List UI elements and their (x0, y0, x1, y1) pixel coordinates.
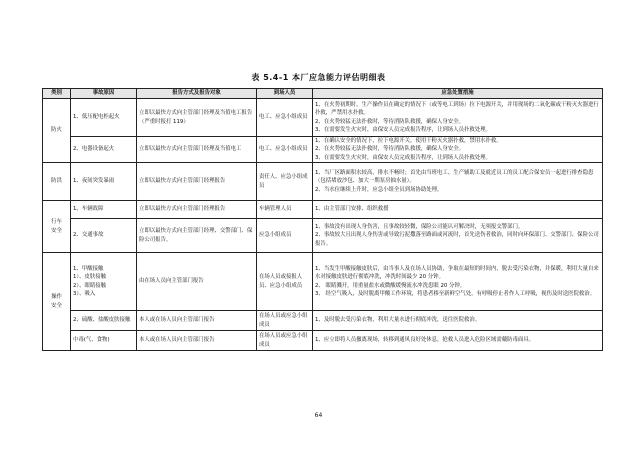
table-row (43, 137, 603, 163)
cause-cell: 1、车辆故障 (71, 201, 137, 219)
people-cell: 应急小组成员 (257, 219, 313, 253)
people-cell: 电工、应急小组成员 (257, 137, 313, 163)
report-cell: 本人或在场人员向主管部门报告 (137, 331, 257, 351)
measures-cell: 1、当发生甲酸接触皮肤后，由当事人及在场人员协助，争取在最短的时间内，脱去受污染衣物，并保暖，利用大量自来水对接触皮肤进行彻底冲洗，冲洗时间最少 20 分钟。 2、 眼睛溅开，用重量盐水或微酸缓慢流水冲洗患眼 20 分钟。 3、 经空气吸入，及时脱离甲酸工作环境，将患者移至新鲜空气处，有呼吸停止者作人工呼吸，视伤及时送医院救治。 (313, 253, 603, 311)
people-cell: 在场人员或应急小组成员 (257, 311, 313, 331)
people-cell: 责任人、应急小组成员 (257, 163, 313, 201)
report-cell: 立即以最快方式向主管部门经理及当值电工 (137, 137, 257, 163)
report-cell: 立即以最快方式向主管部门经理报告 (137, 163, 257, 201)
header-cause: 事故原因 (71, 89, 137, 99)
cause-cell: 1、甲酸接触 1）、皮肤接触 2）、眼睛接触 3）、吸入 (71, 253, 137, 311)
report-cell: 立即以最快方式向主管部门经理、交警部门、保险公司报告。 (137, 219, 257, 253)
measures-cell: 1、在火势初期时，生产操作员在确定的情况下（或等电工到场）拉下电源开关，并用现场的二氧化碳或干粉灭火器进行扑救，严禁用水扑救。 2、在火势较猛无法扑救时，等待消防队救援，确保人身安全。 3、在需要发生火灾时，由保安人员完成报告程序，让到场人员扑救处理。 (313, 99, 603, 137)
cause-cell: 1、夜间突发暴雨 (71, 163, 137, 201)
report-cell: 立即以最快方式向主管部门经理报告 (137, 201, 257, 219)
table-row (43, 99, 603, 137)
header-report: 报告方式及报告对象 (137, 89, 257, 99)
table-row (43, 163, 603, 201)
table-row (43, 219, 603, 253)
measures-cell: 1、应立即将人员撤离现场，转移到通风良好处休息，抢救人员进入危险区域需戴防毒面具。 (313, 331, 603, 351)
people-cell: 在场人员或接报人员、应急小组成员 (257, 253, 313, 311)
cause-cell: 2、交通事故 (71, 219, 137, 253)
measures-cell: 1、当厂区路面积水较高，排水不畅时；首先由当班电工、生产辅助工及就近员工的员工配合保安员一起进行排查隐患（包括堵放沙包、加大一期泵房抽水量）。 2、当水位继续上升时，应急小组全员到场协助处理。 (313, 163, 603, 201)
table-row (43, 253, 603, 311)
people-cell: 电工、应急小组成员 (257, 99, 313, 137)
category-flood: 防洪 (43, 163, 71, 201)
header-measures: 应急处置措施 (313, 89, 603, 99)
cause-cell: 中毒(气、食物) (71, 331, 137, 351)
people-cell: 在场人员或应急小组成员 (257, 331, 313, 351)
header-category: 类别 (43, 89, 71, 99)
page-number: 64 (314, 412, 323, 419)
measures-cell: 1、在确认安全的情况下，拉下电源开关，使用干粉灭火器扑救，禁用水扑救。 2、在火势较猛无法扑救时，等待消防队救援，确保人身安全。 3、在需要发生火灾时，由保安人员完成报告程序，让到场人员扑救处理。 (313, 137, 603, 163)
cause-cell: 2、硫酸、盐酸皮肤接触 (71, 311, 137, 331)
table-row (43, 331, 603, 351)
header-people: 到场人员 (257, 89, 313, 99)
cause-cell: 1、低压配电柜起火 (71, 99, 137, 137)
table-header-row (43, 89, 603, 99)
report-cell: 由在场人员向主管部门报告 (137, 253, 257, 311)
measures-cell: 1、由主管部门安排、组织救援 (313, 201, 603, 219)
category-fire: 防火 (43, 99, 71, 163)
category-operation: 操作 安全 (43, 253, 71, 351)
report-cell: 立即以最快方式向主管部门经理及当值电工报告（严重时报打 119） (137, 99, 257, 137)
cause-cell: 2、电器设备起火 (71, 137, 137, 163)
emergency-capability-table (42, 88, 603, 351)
people-cell: 车辆管理人员 (257, 201, 313, 219)
table-title: 表 5.4-1 本厂应急能力评估明细表 (251, 73, 386, 82)
table-row (43, 311, 603, 331)
measures-cell: 1、及时脱去受污染衣物，利用大量水进行彻底冲洗，送往医院救治。 (313, 311, 603, 331)
category-traffic: 行车 安全 (43, 201, 71, 253)
report-cell: 本人或在场人员向主管部门报告 (137, 311, 257, 331)
table-row (43, 201, 603, 219)
measures-cell: 1、事故没有出现人身伤害，且事故较轻微，保险公司能认可解决时，无须报交警部门。 2、事故较大且出现人身伤害或导致污泥撒落至路面或河流时，首先送伤者救治，同时向环保部门、交警部门、保险公司报告。 (313, 219, 603, 253)
